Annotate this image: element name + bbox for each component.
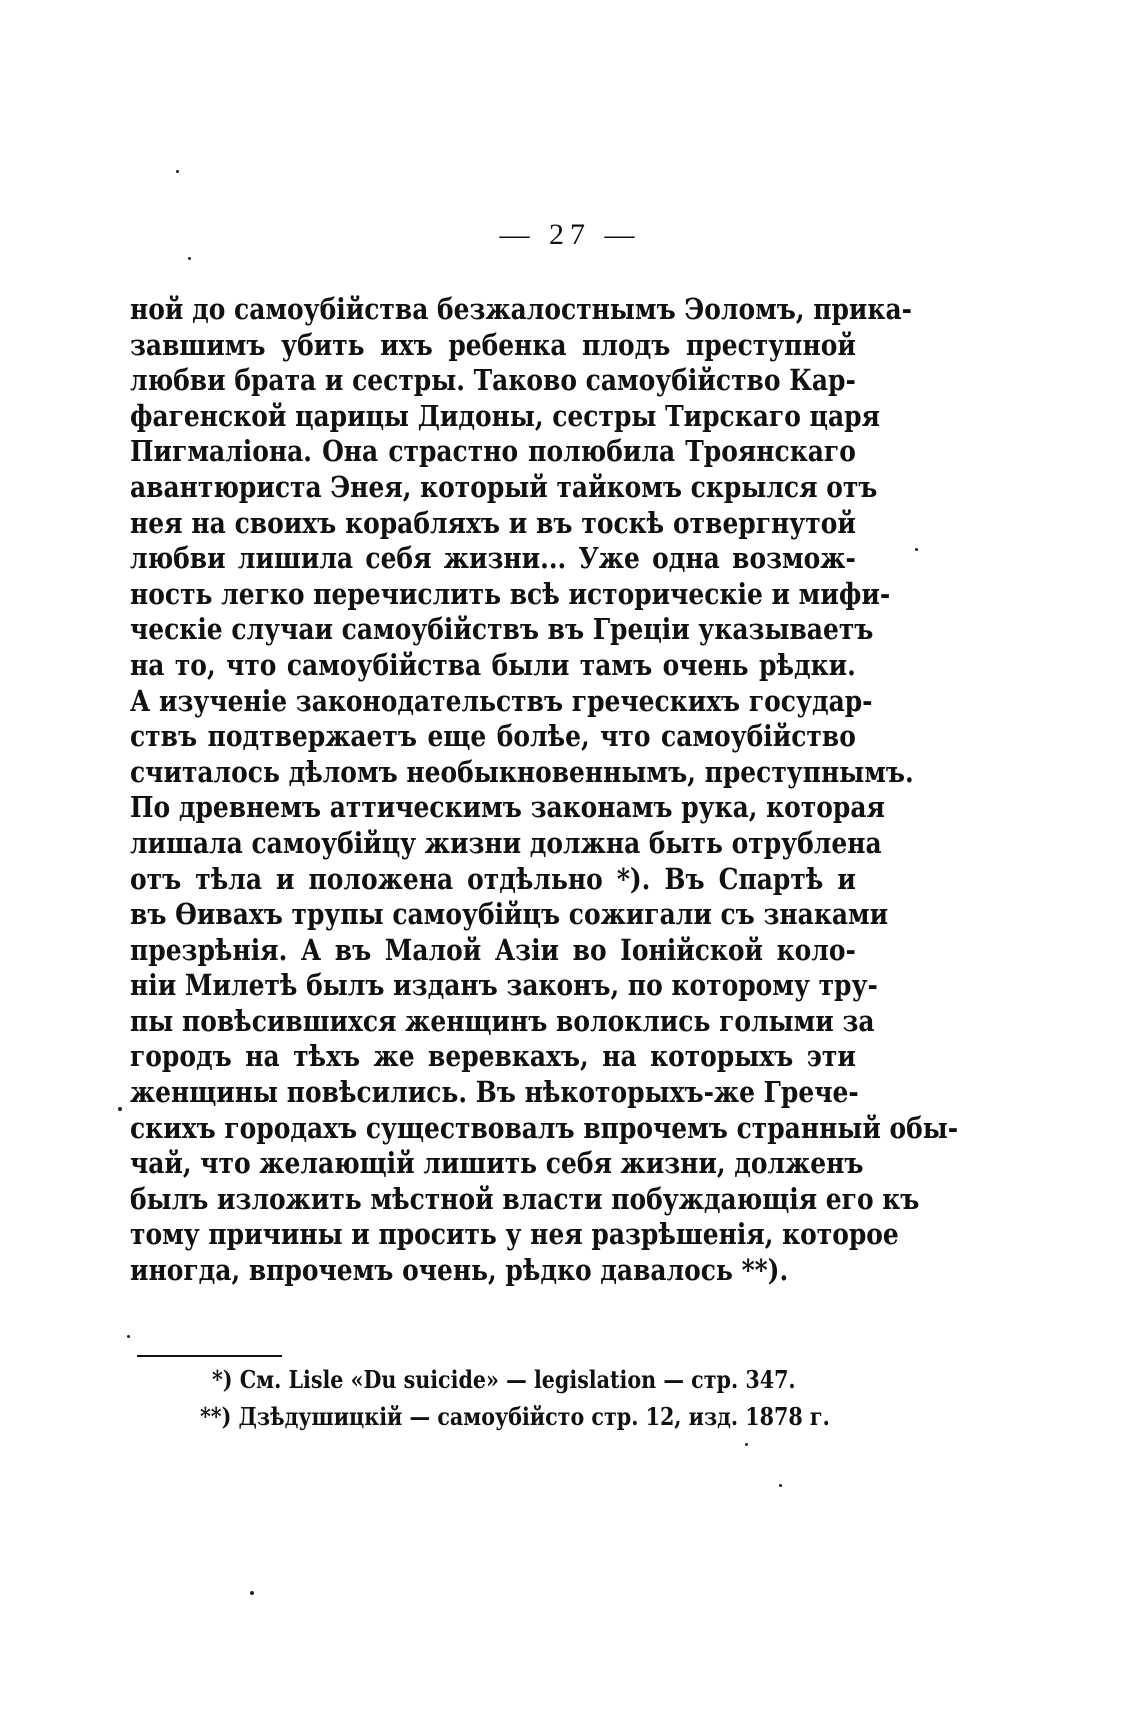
text-line: лишала самоубійцу жизни должна быть отрублена [130, 825, 882, 860]
text-line: ніи Милетѣ былъ изданъ законъ, по которому тру- [130, 968, 878, 1003]
text-line: фагенской царицы Дидоны, сестры Тирскаго царя [130, 398, 880, 433]
scan-speck [250, 1591, 254, 1595]
text-line: любви брата и сестры. Таково самоубійство Кар- [130, 363, 856, 398]
text-line: женщины повѣсились. Въ нѣкоторыхъ-же Грече- [130, 1075, 859, 1110]
body-text [130, 292, 959, 1289]
footnote-divider [137, 1355, 282, 1357]
text-line: на то, что самоубійства были тамъ очень рѣдки. [130, 647, 856, 682]
text-line: тому причины и просить у нея разрѣшенія, которое [130, 1217, 899, 1252]
text-line: По древнемъ аттическимъ законамъ рука, которая [130, 790, 885, 825]
text-line: былъ изложить мѣстной власти побуждающія его къ [130, 1181, 920, 1216]
text-line: въ Ѳивахъ трупы самоубійцъ сожигали съ знаками [130, 897, 889, 932]
footnote-2: **) Дзѣдушицкій — самоубійсто стр. 12, изд. 1878 г. [200, 1402, 830, 1431]
scan-speck [176, 170, 179, 173]
text-line: ческіе случаи самоубійствъ въ Греціи указываетъ [130, 612, 874, 647]
text-line: ной до самоубійства безжалостнымъ Эоломъ, прика- [130, 292, 912, 326]
scan-speck [188, 257, 191, 260]
text-line: нея на своихъ корабляхъ и въ тоскѣ отвергнутой [130, 505, 856, 540]
footnote-1: *) См. Lisle «Du suicide» — legislation — стр. 347. [212, 1365, 796, 1394]
scan-speck [779, 1484, 782, 1487]
scan-speck [118, 1107, 122, 1111]
text-line: скихъ городахъ существовалъ впрочемъ странный обы- [130, 1110, 959, 1145]
text-line: любви лишила себя жизни... Уже одна возмож- [130, 541, 856, 576]
text-line: презрѣнія. А въ Малой Азіи во Іонійской коло- [130, 932, 856, 967]
text-line: городъ на тѣхъ же веревкахъ, на которыхъ эти [130, 1039, 856, 1074]
text-line: считалось дѣломъ необыкновеннымъ, преступнымъ. [130, 754, 914, 789]
page-number: — 27 — [499, 218, 641, 251]
scan-speck [745, 1443, 748, 1446]
text-line: завшимъ убить ихъ ребенка плодъ преступной [130, 327, 856, 362]
text-line: пы повѣсившихся женщинъ волоклись голыми за [130, 1003, 875, 1038]
text-line: А изученіе законодательствъ греческихъ государ- [130, 683, 873, 718]
text-line: иногда, впрочемъ очень, рѣдко давалось **). [130, 1253, 789, 1288]
text-line: ствъ подтвержаетъ еще болѣе, что самоубійство [130, 719, 856, 754]
text-line: ность легко перечислить всѣ историческіе и мифи- [130, 576, 891, 611]
text-line: авантюриста Энея, который тайкомъ скрылся отъ [130, 469, 878, 504]
text-line: отъ тѣла и положена отдѣльно *). Въ Спартѣ и [130, 861, 856, 896]
scan-speck [915, 548, 918, 551]
scan-speck [127, 1335, 130, 1338]
text-line: Пигмаліона. Она страстно полюбила Троянскаго [130, 434, 856, 469]
text-line: чай, что желающій лишить себя жизни, долженъ [130, 1146, 864, 1181]
